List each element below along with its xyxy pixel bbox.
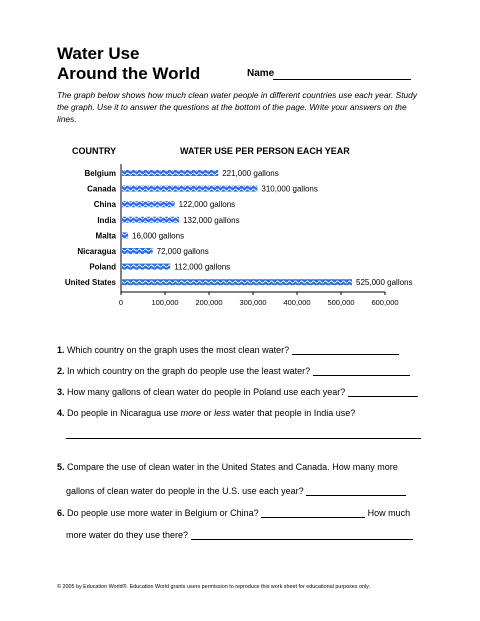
x-tick-label: 100,000 [151, 298, 179, 307]
question-text: Do people in Nicaragua use [67, 408, 181, 418]
question-number: 4. [57, 408, 65, 418]
category-label: Nicaragua [77, 247, 116, 256]
data-label: 525,000 gallons [356, 278, 413, 288]
question-text-emphasis: less [214, 408, 231, 418]
x-tick-label: 300,000 [239, 298, 267, 307]
question-5-continued [66, 485, 406, 497]
x-tick-label: 600,000 [371, 298, 399, 307]
worksheet-title-line1: Water Use [57, 44, 140, 63]
question-text: How many gallons of clean water do people in Poland use each year? [67, 387, 346, 397]
bar [122, 170, 218, 176]
data-label: 112,000 gallons [174, 262, 231, 272]
instructions: The graph below shows how much clean water people in different countries use each year. Study the graph. Use it to answer the questions at the bottom of the page. Write your answers on the lines. [57, 90, 418, 124]
question-text: Compare the use of clean water in the United States and Canada. How many more [67, 462, 398, 472]
answer-line-6b[interactable] [191, 529, 413, 540]
data-label: 72,000 gallons [156, 247, 209, 256]
answer-line-2[interactable] [313, 365, 410, 376]
data-label: 122,000 gallons [178, 200, 236, 210]
question-text-emphasis: more [180, 408, 202, 418]
chart-title: WATER USE PER PERSON EACH YEAR [180, 146, 350, 156]
bar [122, 201, 175, 207]
x-tick-label: 0 [118, 298, 124, 307]
question-number: 3. [57, 387, 65, 397]
question-text: gallons of clean water do people in the U.S. use each year? [66, 486, 304, 496]
answer-line-6a[interactable] [261, 507, 365, 518]
question-4 [57, 407, 355, 419]
question-number: 5. [57, 462, 65, 472]
data-label: 310,000 gallons [261, 184, 318, 194]
data-label: 221,000 gallons [222, 169, 279, 178]
question-6-continued [66, 529, 413, 541]
question-5 [57, 461, 398, 473]
question-text: water that people in India use? [230, 408, 356, 418]
copyright-footer: © 2005 by Education World®. Education World grants users permission to reproduce this work sheet for educational purposes only. [57, 584, 370, 590]
bar [122, 217, 179, 223]
name-label: Name [247, 68, 275, 79]
x-tick-label: 500,000 [327, 298, 355, 307]
x-tick-label: 200,000 [195, 298, 223, 307]
category-label: Malta [95, 231, 116, 241]
question-1 [57, 344, 399, 356]
question-6 [57, 507, 410, 519]
worksheet-title-line2: Around the World [57, 64, 201, 83]
category-label: Belgium [84, 169, 116, 178]
chart-country-header: COUNTRY [72, 146, 117, 156]
answer-line-4[interactable] [66, 438, 421, 439]
question-text: more water do they use there? [66, 530, 189, 540]
answer-line-5[interactable] [306, 485, 406, 496]
category-label: Poland [89, 262, 116, 272]
question-number: 6. [57, 508, 65, 518]
data-label: 16,000 gallons [132, 231, 185, 241]
question-text: In which country on the graph do people use the least water? [67, 366, 311, 376]
bar [122, 186, 257, 192]
bar [122, 264, 170, 270]
question-2 [57, 365, 410, 377]
question-text: Which country on the graph uses the most clean water? [67, 345, 290, 355]
category-label: India [97, 215, 116, 225]
category-label: United States [64, 278, 116, 288]
bar [122, 232, 128, 238]
question-3 [57, 386, 418, 398]
category-label: Canada [87, 184, 116, 194]
x-tick-label: 400,000 [283, 298, 311, 307]
category-label: China [93, 200, 116, 210]
answer-line-3[interactable] [348, 386, 418, 397]
question-text: or [201, 408, 215, 418]
question-number: 1. [57, 345, 65, 355]
bar [122, 279, 352, 285]
question-number: 2. [57, 366, 65, 376]
bar [122, 248, 153, 254]
question-text: Do people use more water in Belgium or China? [67, 508, 259, 518]
data-label: 132,000 gallons [183, 215, 240, 225]
question-text: How much [367, 508, 411, 518]
answer-line-1[interactable] [292, 344, 399, 355]
